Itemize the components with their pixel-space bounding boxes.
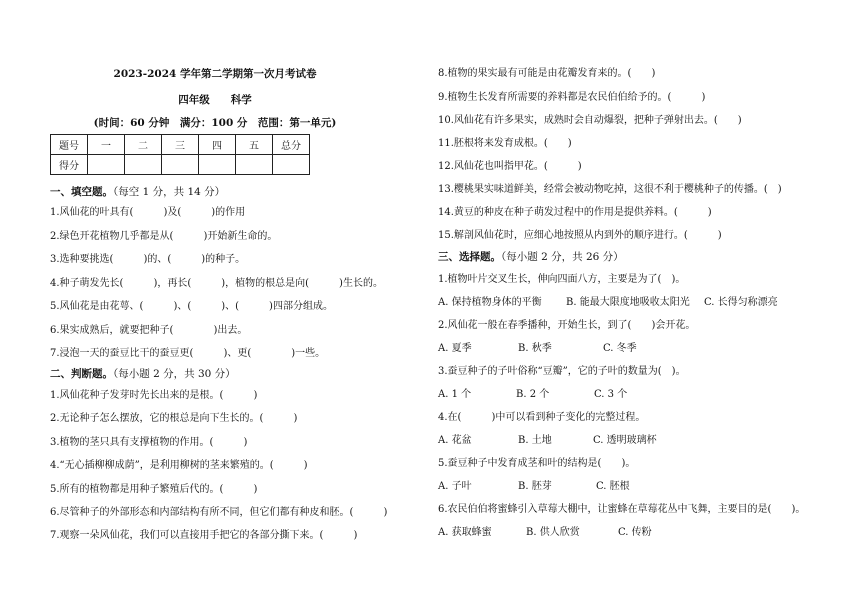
choice-option[interactable]: A. 夏季 [438,343,472,354]
choice-options [438,388,627,402]
choice-option[interactable]: B. 胚芽 [518,481,552,492]
section2-note: （每小题 2 分，共 30 分） [113,368,236,380]
section3-title: 三、选择题。 [438,251,501,263]
choice-question: 5.蚕豆种子中发育成茎和叶的结构是( )。 [438,458,636,469]
choice-option[interactable]: B. 供人欣赏 [526,527,580,538]
score-cell: 得分 [51,155,88,175]
score-cell: 四 [199,135,236,155]
section2-heading [50,367,236,381]
judge-question: 2.无论种子怎么摆放，它的根总是向下生长的。( ) [50,413,298,424]
choice-option[interactable]: B. 能最大限度地吸收太阳光 [566,297,690,308]
score-table-score-row [51,155,310,175]
score-cell: 一 [88,135,125,155]
choice-question: 2.风仙花一般在春季播种，开始生长，到了( )会开花。 [438,320,696,331]
choice-option[interactable]: C. 传粉 [618,527,652,538]
choice-option[interactable]: A. 1 个 [438,389,472,400]
choice-question: 3.蚕豆种子的子叶俗称“豆瓣”，它的子叶的数量为( )。 [438,366,686,377]
choice-option[interactable]: A. 获取蜂蜜 [438,527,492,538]
exam-info: (时间：60 分钟 满分：100 分 范围：第一单元) [93,117,337,129]
section1-title: 一、填空题。 [50,186,113,198]
choice-option[interactable]: B. 秋季 [518,343,552,354]
section2-title: 二、判断题。 [50,368,113,380]
score-cell: 总分 [273,135,310,155]
judge-question: 14.黄豆的种皮在种子萌发过程中的作用是提供养料。( ) [438,207,712,218]
fill-question: 3.选种要挑选( )的、( )的种子。 [50,254,246,265]
score-input-cell[interactable] [162,155,199,175]
exam-subtitle: 四年级 科学 [178,94,252,106]
choice-question: 6.农民伯伯将蜜蜂引入草莓大棚中，让蜜蜂在草莓花丛中飞舞，主要目的是( )。 [438,504,806,515]
choice-option[interactable]: B. 土地 [518,435,552,446]
score-input-cell[interactable] [88,155,125,175]
choice-option[interactable]: A. 保持植物身体的平衡 [438,297,542,308]
judge-question: 1.风仙花种子发芽时先长出来的是根。( ) [50,390,258,401]
judge-question: 7.观察一朵风仙花，我们可以直接用手把它的各部分撕下来。( ) [50,530,358,541]
judge-question: 8.植物的果实最有可能是由花瓣发育来的。( ) [438,68,656,79]
judge-question: 5.所有的植物都是用种子繁殖后代的。( ) [50,484,258,495]
judge-question: 13.樱桃果实味道鲜美，经常会被动物吃掉，这很不利于樱桃种子的传播。( ) [438,184,782,195]
fill-question: 4.种子萌发先长( )，再长( )，植物的根总是向( )生长的。 [50,278,383,289]
choice-option[interactable]: C. 冬季 [603,343,637,354]
choice-option[interactable]: A. 子叶 [438,481,472,492]
section3-heading [438,250,624,264]
judge-question: 11.胚根将来发育成根。( ) [438,138,572,149]
score-input-cell[interactable] [199,155,236,175]
judge-question: 10.风仙花有许多果实，成熟时会自动爆裂，把种子弹射出去。( ) [438,115,742,126]
choice-option[interactable]: C. 透明玻璃杯 [593,435,657,446]
choice-options [438,526,652,540]
choice-option[interactable]: C. 胚根 [596,481,630,492]
choice-option[interactable]: A. 花盆 [438,435,472,446]
fill-question: 1.风仙花的叶具有( )及( )的作用 [50,207,246,218]
score-input-cell[interactable] [273,155,310,175]
section3-note: （每小题 2 分，共 26 分） [501,251,624,263]
choice-question: 4.在( )中可以看到种子变化的完整过程。 [438,412,646,423]
section1-heading [50,185,225,199]
fill-question: 2.绿色开花植物几乎都是从( )开始新生命的。 [50,231,278,242]
section1-note: （每空 1 分，共 14 分） [113,186,226,198]
choice-option[interactable]: C. 长得匀称漂亮 [704,297,778,308]
fill-question: 7.浸泡一天的蚕豆比干的蚕豆更( )、更( )一些。 [50,348,326,359]
judge-question: 6.尽管种子的外部形态和内部结构有所不同，但它们都有种皮和胚。( ) [50,507,388,518]
exam-title: 2023-2024 学年第二学期第一次月考试卷 [113,68,317,80]
judge-question: 15.解剖风仙花时，应细心地按照从内到外的顺序进行。( ) [438,230,722,241]
choice-question: 1.植物叶片交叉生长，伸向四面八方，主要是为了( )。 [438,274,686,285]
choice-options [438,480,630,494]
score-table-header-row [51,135,310,155]
choice-options [438,434,657,448]
choice-option[interactable]: C. 3 个 [594,389,628,400]
choice-options [438,342,637,356]
choice-option[interactable]: B. 2 个 [516,389,550,400]
score-table [50,134,310,175]
score-cell: 题号 [51,135,88,155]
score-input-cell[interactable] [125,155,162,175]
choice-options [438,296,778,310]
fill-question: 5.风仙花是由花萼、( )、( )、( )四部分组成。 [50,301,333,312]
judge-question: 12.风仙花也叫指甲花。( ) [438,161,582,172]
judge-question: 3.植物的茎只具有支撑植物的作用。( ) [50,437,248,448]
score-cell: 二 [125,135,162,155]
judge-question: 4.“无心插柳柳成荫”，是利用柳树的茎来繁殖的。( ) [50,460,308,471]
fill-question: 6.果实成熟后，就要把种子( )出去。 [50,325,248,336]
judge-question: 9.植物生长发育所需要的养料都是农民伯伯给予的。( ) [438,92,706,103]
score-cell: 三 [162,135,199,155]
score-input-cell[interactable] [236,155,273,175]
score-cell: 五 [236,135,273,155]
